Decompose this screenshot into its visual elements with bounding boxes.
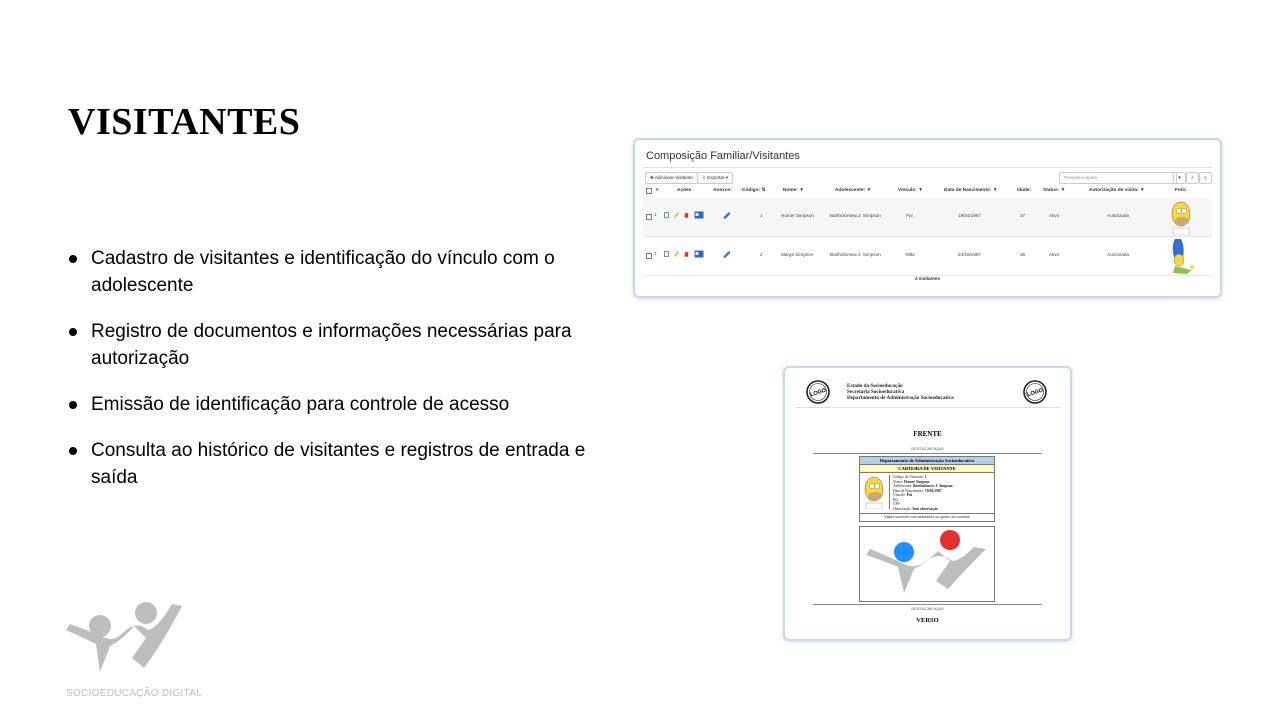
- cell-authorization: Autorizada: [1107, 252, 1129, 257]
- col-name[interactable]: Nome: ▼: [783, 188, 805, 193]
- field-value: Pai: [906, 493, 912, 497]
- col-num: #: [656, 188, 659, 193]
- delete-trash-icon[interactable]: [684, 212, 689, 218]
- field-value: Homer Simpson: [903, 479, 930, 484]
- footer-brand: SOCIOEDUCAÇÃO DIGITAL: [66, 688, 203, 699]
- visitor-count: 2 visitantes: [914, 276, 941, 281]
- cell-adolescent: Bartholomew J. Simpson: [830, 213, 881, 218]
- field-label: Vínculo:: [893, 493, 906, 497]
- card-title: CARTEIRA DE VISITANTE: [860, 465, 994, 473]
- field-label: Nome:: [893, 479, 904, 484]
- delete-trash-icon[interactable]: [684, 251, 689, 257]
- cell-birth: 19/04/1987: [958, 213, 981, 218]
- document-icon[interactable]: [664, 212, 669, 218]
- search-icon[interactable]: ⌕: [1186, 172, 1199, 184]
- field-label: Observação:: [893, 506, 912, 511]
- card-fields: [893, 475, 953, 511]
- col-code[interactable]: Código: ⇅: [742, 188, 766, 193]
- socioeducacao-logo: [62, 598, 187, 678]
- header-line: Estado da Socioeducação: [847, 383, 903, 389]
- bullet-item: Emissão de identificação para controle de acesso: [66, 391, 586, 418]
- id-card-icon[interactable]: [694, 250, 704, 258]
- paperclip-icon[interactable]: [722, 211, 731, 220]
- visitors-table-screenshot: [633, 138, 1222, 298]
- col-birth[interactable]: Data de Nascimento: ▼: [944, 188, 998, 193]
- visitor-card-front: [859, 456, 995, 522]
- bullet-item: Registro de documentos e informações necessárias para autorização: [66, 318, 586, 372]
- cell-status: Ativo: [1049, 213, 1060, 218]
- visitor-photo: [862, 475, 890, 509]
- field-label: CPF:: [893, 502, 901, 506]
- divider: [795, 407, 1060, 408]
- table-title: Composição Familiar/Visitantes: [646, 150, 800, 162]
- marge-photo: [1167, 237, 1197, 274]
- header-line: Secretaria Socioeducativa: [847, 389, 905, 395]
- header-line: Departamento de Administração Socioeducativa: [847, 395, 954, 401]
- col-attachments: Anexos:: [713, 188, 732, 193]
- cell-code: 2: [760, 252, 763, 257]
- cell-adolescent: Bartholomew J. Simpson: [830, 252, 881, 257]
- cell-authorization: Autorizada: [1107, 213, 1129, 218]
- bullet-item: Cadastro de visitantes e identificação do vínculo com o adolescente: [66, 245, 586, 299]
- col-authorization[interactable]: Autorização de visita: ▼: [1089, 188, 1145, 193]
- visitor-card-back: [859, 526, 995, 602]
- cell-relation: Pai: [906, 213, 913, 218]
- cell-name: Marge Simpson: [781, 252, 814, 257]
- col-photo: Foto:: [1175, 188, 1187, 193]
- paperclip-icon[interactable]: [722, 250, 731, 259]
- col-relation[interactable]: Vínculo: ▼: [898, 188, 924, 193]
- field-label: RG:: [893, 497, 900, 502]
- field-label: Adolescente:: [893, 484, 913, 488]
- edit-pencil-icon[interactable]: [674, 212, 679, 218]
- field-value: Bartholomew J. Simpson: [913, 484, 953, 488]
- bullet-item: Consulta ao histórico de visitantes e registros de entrada e saída: [66, 437, 586, 491]
- field-value: 1: [924, 475, 927, 479]
- divider: [643, 167, 1212, 168]
- field-label: Código do Visitante:: [893, 475, 924, 479]
- edit-pencil-icon[interactable]: [674, 251, 679, 257]
- col-age: Idade:: [1017, 188, 1032, 193]
- back-label: VERSO: [916, 617, 939, 624]
- card-department: Departamento de Administração Socioeducativa: [860, 457, 994, 465]
- bullet-list: [66, 245, 586, 510]
- stamp-text-right: LOGO: [1026, 387, 1044, 399]
- id-card-icon[interactable]: [694, 211, 704, 219]
- search-input[interactable]: Pesquisa rápida: [1059, 172, 1177, 184]
- table-row[interactable]: [643, 237, 1212, 276]
- logo-stamp: [1022, 380, 1048, 404]
- card-back-logo: [860, 527, 994, 601]
- document-header: [847, 383, 954, 401]
- row-checkbox[interactable]: [646, 253, 652, 259]
- row-checkbox[interactable]: [646, 214, 652, 220]
- logo-stamp: [805, 380, 831, 404]
- field-value: Sem observação: [912, 506, 938, 511]
- cell-age: 37: [1020, 213, 1026, 218]
- row-number: 1: [654, 212, 657, 217]
- cut-label: DESTACAR AQUI: [911, 606, 944, 611]
- chevron-down-icon[interactable]: ▾: [1173, 172, 1186, 184]
- col-status[interactable]: Status: ▼: [1043, 188, 1066, 193]
- row-number: 2: [654, 251, 657, 256]
- advanced-search-icon[interactable]: ⌕: [1199, 172, 1212, 184]
- slide-title: VISITANTES: [68, 101, 301, 143]
- visitor-card-screenshot: [783, 366, 1072, 641]
- homer-photo: [1169, 200, 1193, 235]
- front-label: FRENTE: [913, 430, 942, 438]
- cut-line: [813, 453, 1042, 454]
- export-button[interactable]: ⇪ Exportar ▾: [697, 172, 733, 184]
- field-label: Data de Nascimento:: [893, 488, 924, 493]
- document-icon[interactable]: [664, 251, 669, 257]
- add-visitor-button[interactable]: ✚ Adicionar Visitante: [645, 172, 698, 184]
- cut-line: [813, 604, 1042, 605]
- cell-age: 36: [1020, 252, 1026, 257]
- cell-code: 1: [760, 213, 763, 218]
- card-validity: Válido somente com assinatura do gestor da Unidade: [860, 513, 994, 521]
- stamp-text-left: LOGO: [809, 387, 827, 399]
- select-all-checkbox[interactable]: [646, 188, 652, 194]
- cell-birth: 23/10/1987: [958, 252, 981, 257]
- cell-status: Ativo: [1049, 252, 1060, 257]
- field-value: 19/04/1987: [924, 488, 942, 493]
- table-row[interactable]: [643, 198, 1212, 237]
- col-actions: Ações: [677, 188, 692, 193]
- cell-relation: Mãe: [906, 252, 915, 257]
- cut-label: DESTACAR AQUI: [911, 446, 944, 451]
- cell-name: Homer Simpson: [781, 213, 814, 218]
- col-adolescent[interactable]: Adolescente: ▼: [835, 188, 872, 193]
